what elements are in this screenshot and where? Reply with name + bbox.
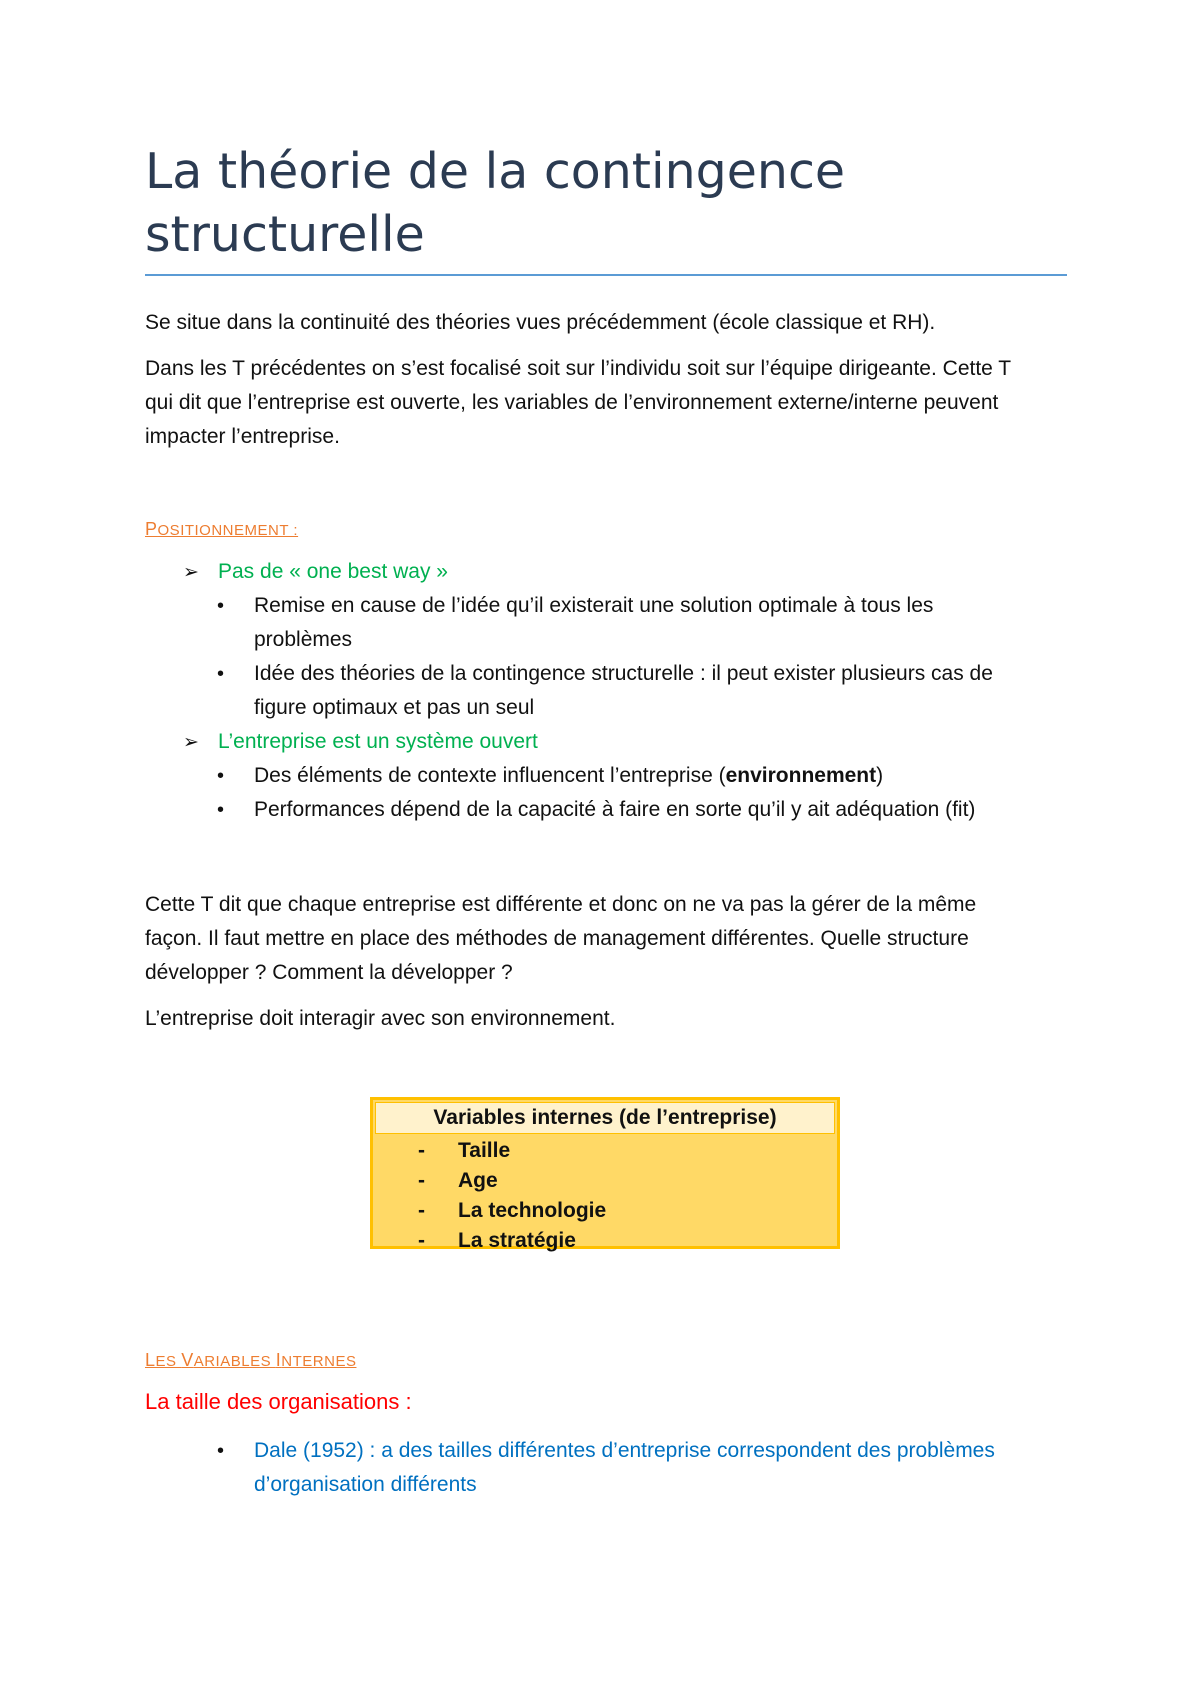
list-item-text: [254, 589, 1057, 657]
table-row: [373, 1166, 837, 1196]
intro-paragraph-1: Se situe dans la continuité des théories vues précédemment (école classique et RH).: [145, 311, 936, 334]
variables-internes-table: [370, 1097, 840, 1252]
list-item-line-2: problèmes: [254, 628, 353, 651]
list-item-line-2: figure optimaux et pas un seul: [254, 696, 535, 719]
list-item-text-before: Des éléments de contexte influencent l’entreprise (: [254, 764, 726, 787]
heading-initial: P: [145, 519, 158, 539]
bullet-icon: •: [217, 663, 225, 685]
arrow-icon: ➢: [183, 732, 199, 753]
table-row: [373, 1226, 837, 1256]
subheading-taille: La taille des organisations :: [145, 1389, 412, 1414]
list-item-text: [254, 1434, 1057, 1502]
list-item-text: [254, 759, 1057, 793]
title-underline: [145, 274, 1067, 276]
heading-rest: ARIABLES: [193, 1353, 276, 1370]
heading-rest: OSITIONNEMENT :: [157, 522, 299, 539]
p3-line-3: développer ? Comment la développer ?: [145, 961, 513, 984]
list-item-text: Performances dépend de la capacité à faire en sorte qu’il y ait adéquation (fit): [254, 798, 976, 821]
dash-marker: -: [418, 1199, 425, 1222]
list-item-text-after: ): [876, 764, 884, 787]
paragraph-3: [145, 888, 1075, 990]
arrow-icon: ➢: [183, 562, 199, 583]
p3-line-1: Cette T dit que chaque entreprise est différente et donc on ne va pas la gérer de la même: [145, 893, 977, 916]
heading-initial: V: [181, 1350, 194, 1370]
intro-paragraph-2: [145, 352, 1075, 454]
table-cell: La technologie: [458, 1199, 607, 1222]
list-item: [217, 1434, 1057, 1502]
section-heading-variables-internes: [145, 1350, 356, 1371]
section-heading-positionnement: [145, 519, 298, 540]
table-header: Variables internes (de l’entreprise): [375, 1102, 835, 1134]
list-item-line-1: Dale (1952) : a des tailles différentes d’entreprise correspondent des problèmes: [254, 1439, 995, 1462]
list-item-bold-text: environnement: [725, 764, 877, 787]
paragraph-4: L’entreprise doit interagir avec son environnement.: [145, 1007, 616, 1030]
intro-p2-line-3: impacter l’entreprise.: [145, 425, 340, 448]
arrow-item-one-best-way: [183, 555, 448, 590]
table-row: [373, 1196, 837, 1226]
intro-p2-line-1: Dans les T précédentes on s’est focalisé soit sur l’individu soit sur l’équipe dirigeante. Cette T: [145, 357, 1012, 380]
table-cell: La stratégie: [458, 1229, 576, 1252]
list-item-line-1: Remise en cause de l’idée qu’il existerait une solution optimale à tous les: [254, 594, 934, 617]
dash-marker: -: [418, 1139, 425, 1162]
bullet-icon: •: [217, 595, 225, 617]
bullet-icon: •: [217, 765, 225, 787]
table-cell: Taille: [458, 1139, 511, 1162]
arrow-item-label: Pas de « one best way »: [218, 560, 448, 583]
page-title: [145, 140, 1065, 266]
title-line-2: structurelle: [145, 206, 425, 263]
table-cell: Age: [458, 1169, 498, 1192]
list-item-line-1: Idée des théories de la contingence structurelle : il peut exister plusieurs cas de: [254, 662, 993, 685]
list-item: [217, 589, 1057, 657]
table-row: [373, 1136, 837, 1166]
list-item-line-2: d’organisation différents: [254, 1473, 477, 1496]
arrow-item-systeme-ouvert: [183, 725, 538, 760]
list-item-text: [254, 657, 1057, 725]
dash-marker: -: [418, 1229, 425, 1252]
list-item: [217, 759, 1057, 793]
dash-marker: -: [418, 1169, 425, 1192]
heading-initial: I: [275, 1350, 282, 1370]
heading-initial: L: [145, 1350, 156, 1370]
intro-p2-line-2: qui dit que l’entreprise est ouverte, les variables de l’environnement externe/interne peuvent: [145, 391, 999, 414]
bullet-icon: •: [217, 799, 225, 821]
list-item: [217, 657, 1057, 725]
list-item: [217, 793, 1057, 827]
heading-rest: ES: [155, 1353, 182, 1370]
bullet-icon: •: [217, 1440, 225, 1462]
p3-line-2: façon. Il faut mettre en place des méthodes de management différentes. Quelle structure: [145, 927, 969, 950]
title-line-1: La théorie de la contingence: [145, 143, 846, 200]
arrow-item-label: L’entreprise est un système ouvert: [218, 730, 538, 753]
heading-rest: NTERNES: [281, 1353, 357, 1370]
